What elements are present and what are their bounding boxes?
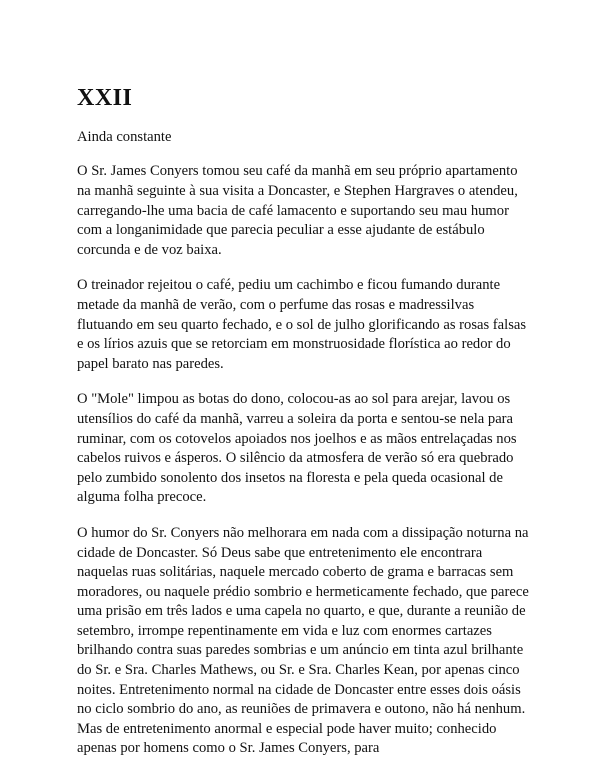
paragraph: O "Mole" limpou as botas do dono, colocou-as ao sol para arejar, lavou os utensílios do café da manhã, varreu a soleira da porta e sentou-se nela para ruminar, com os cotovelos apoiados nos joelhos e as mãos entrelaçadas nos cabelos ruivos e ásperos. O silêncio da atmosfera de verão só era quebrado pelo zumbido sonolento dos insetos na floresta e pela queda ocasional de alguma folha precoce. xyxy=(77,391,517,506)
chapter-title: XXII xyxy=(77,85,133,111)
paragraph: O Sr. James Conyers tomou seu café da manhã em seu próprio apartamento na manhã seguinte à sua visita a Doncaster, e Stephen Hargraves o atendeu, carregando-lhe uma bacia de café lamacento e suportando seu mau humor com a longanimidade que parecia peculiar a esse ajudante de estábulo corcunda e de voz baixa. xyxy=(77,163,518,258)
paragraph: O treinador rejeitou o café, pediu um cachimbo e ficou fumando durante metade da manhã de verão, com o perfume das rosas e madressilvas flutuando em seu quarto fechado, e o sol de julho glorificando as rosas falsas e os lírios azuis que se retorciam em monstruosidade florística ao redor do papel barato nas paredes. xyxy=(77,277,527,372)
document-page xyxy=(77,84,533,775)
chapter-subtitle: Ainda constante xyxy=(77,129,172,145)
paragraph: O humor do Sr. Conyers não melhorara em nada com a dissipação noturna na cidade de Doncaster. Só Deus sabe que entretenimento ele encontrara naquelas ruas solitárias, naquele mercado coberto de grama e barracas sem moradores, ou naquele prédio sombrio e hermeticamente fechado, que parece uma prisão em três lados e uma capela no quarto, e que, durante a reunião de setembro, irrompe repentinamente em vida e luz com enormes cartazes brilhando contra suas paredes sombrias e um anúncio em tinta azul brilhante do Sr. e Sra. Charles Mathews, ou Sr. e Sra. Charles Kean, por apenas cinco noites. Entretenimento normal na cidade de Doncaster entre esses dois oásis no ciclo sombrio do ano, as reuniões de primavera e outono, não há nenhum. Mas de entretenimento anormal e especial pode haver muito; conhecido apenas por homens como o Sr. James Conyers, para xyxy=(77,524,529,757)
